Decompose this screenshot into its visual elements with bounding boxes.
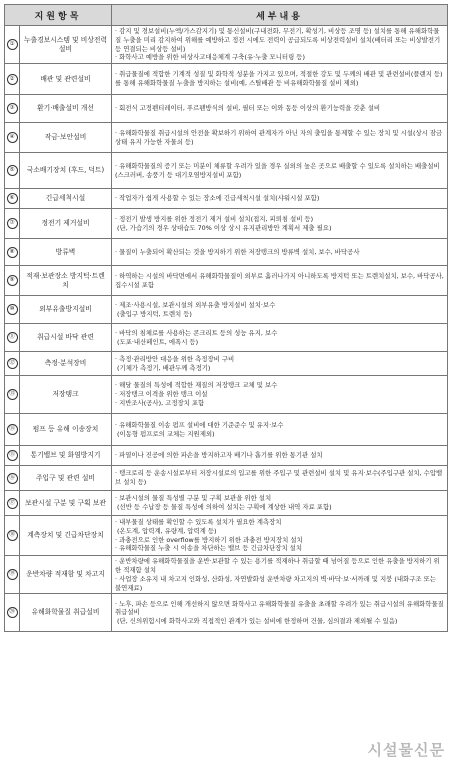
header-item: 지원항목 <box>5 5 112 26</box>
row-detail: · 내부물질 상태를 확인할 수 있도록 설치가 필요한 계측장치 (온도계, 압력계, 유량계, 압력계 등) · 과충전으로 인한 overflow를 방지하기 위한 과충전 방지장치 설치 · 유해화학물질 누출 시 이송을 차단하는 밸브 등 긴급차단장치 설치 <box>112 516 448 556</box>
row-number: ⑰ <box>7 498 18 509</box>
table-row <box>5 296 448 324</box>
row-item: 국소배기장치 (후드, 덕트) <box>20 153 112 189</box>
row-number: ⑦ <box>7 218 18 229</box>
row-number-cell <box>5 123 20 153</box>
support-items-table <box>4 4 448 632</box>
table-body <box>5 26 448 632</box>
table-row <box>5 414 448 446</box>
table-row <box>5 266 448 296</box>
table-row <box>5 64 448 95</box>
row-number-cell <box>5 594 20 632</box>
row-number: ⑬ <box>7 389 18 400</box>
row-item: 보관시설 구분 및 구획 보관 <box>20 491 112 516</box>
row-detail: · 유해화학물질의 증기 또는 미분이 체류할 우려가 있을 경우 실외의 높은 곳으로 배출할 수 있도록 설치하는 배출설비(스크러버, 송풍기 등 대기오염방지설비 포함) <box>112 153 448 189</box>
row-detail: · 회전식 고정펜티레이터, 푸르팬방식의 설비, 필터 또는 이와 동등 이상의 환기능력을 갖춘 설비 <box>112 95 448 123</box>
row-detail: · 해당 물질의 특성에 적합한 재질의 저장탱크 교체 및 보수 · 저장탱크 이격을 위한 탱크 이설 · 지반조사(공사), 고정장치 포함 <box>112 376 448 414</box>
row-number: ⑨ <box>7 275 18 286</box>
row-number: ⑯ <box>7 473 18 484</box>
row-detail: · 바닥의 침체로를 사용하는 콘크리트 등의 성능 유지, 보수 (도포·내산페인트, 에폭시 등) <box>112 324 448 352</box>
table-row <box>5 123 448 153</box>
row-number-cell <box>5 466 20 491</box>
table-row <box>5 189 448 209</box>
row-detail: · 감지 및 경보설비(누액/가스감지기) 및 통신설비(구내전화, 무전기, 확성기, 비상등 조명 등) 설치를 통해 유해화학물질 누출을 미리 감지하여 위해를 예방하고 정전 시에도 전력이 공급되도록 비상전력설비 설치(배터리 또는 비상발전기 등 연결되는 비상등 설비) · 화학사고 예방을 위한 비상사고대응체계 구축(유·누출 모니터링 등) <box>112 26 448 64</box>
row-number-cell <box>5 414 20 446</box>
table-row <box>5 594 448 632</box>
row-item: 적재·보관장소 방지턱·트렌치 <box>20 266 112 296</box>
row-number: ⑧ <box>7 247 18 258</box>
row-detail: · 하역하는 시설의 바닥면에서 유해화학물질이 외부로 흘러나가지 아니하도록 방지턱 또는 트렌치설치, 보수, 바닥공사, 집수시설 포함 <box>112 266 448 296</box>
row-number: ③ <box>7 103 18 114</box>
row-number: ⑳ <box>7 607 18 618</box>
row-number-cell <box>5 153 20 189</box>
row-item: 유해화학물질 취급설비 <box>20 594 112 632</box>
table-row <box>5 153 448 189</box>
row-number-cell <box>5 324 20 352</box>
row-number-cell <box>5 239 20 266</box>
support-items-table-container <box>4 4 447 632</box>
row-item: 계측장치 및 긴급차단장치 <box>20 516 112 556</box>
row-item: 정전기 제거설비 <box>20 209 112 239</box>
row-number: ⑫ <box>7 358 18 369</box>
row-item: 환기·배출설비 개선 <box>20 95 112 123</box>
table-header-row <box>5 5 448 26</box>
row-detail: · 정전기 발생 방지를 위한 정전기 제거 설비 설치(접지, 피뢰침 설비 등) (단, 가습기의 경우 상대습도 70% 이상 상시 유지관리방안 계획서 제출 필요) <box>112 209 448 239</box>
row-detail: · 유해화학물질 취급시설의 안전을 확보하기 위하여 관계자가 아닌 자의 출입을 통제할 수 있는 장치 및 시설(상시 잠금상태 유지 가능한 자물쇠 등) <box>112 123 448 153</box>
row-number: ⑪ <box>7 332 18 343</box>
table-row <box>5 26 448 64</box>
table-row <box>5 556 448 594</box>
row-item: 긴급세척시설 <box>20 189 112 209</box>
row-number-cell <box>5 352 20 376</box>
table-row <box>5 209 448 239</box>
watermark: 시설물신문 <box>367 741 445 759</box>
row-number-cell <box>5 556 20 594</box>
row-number: ⑤ <box>7 165 18 176</box>
row-item: 배관 및 관련설비 <box>20 64 112 95</box>
table-row <box>5 516 448 556</box>
row-item: 통기밸브 및 화염방지기 <box>20 446 112 466</box>
table-row <box>5 491 448 516</box>
row-detail: · 보관시설의 물질 특성별 구분 및 구획 보관을 위한 설치 (선반 등 수납장 등 물질 특성에 의하여 설치는 구획에 계상한 내역 자료 포함) <box>112 491 448 516</box>
row-number-cell <box>5 209 20 239</box>
row-item: 주입구 및 관련 설비 <box>20 466 112 491</box>
row-number-cell <box>5 296 20 324</box>
row-number-cell <box>5 516 20 556</box>
row-number-cell <box>5 189 20 209</box>
row-item: 저장탱크 <box>20 376 112 414</box>
row-detail: · 작업자가 쉽게 사용할 수 있는 장소에 긴급세척시설 설치(샤워시설 포함) <box>112 189 448 209</box>
row-detail: · 탱크로리 등 운송시설로부터 저장시설로의 입고를 위한 주입구 및 관련설비 설치 및 유지·보수(주입구관 설치, 수압밸브 설치 등) <box>112 466 448 491</box>
row-item: 운반차량 적재함 및 차고지 <box>20 556 112 594</box>
row-item: 취급시설 바닥 관련 <box>20 324 112 352</box>
row-number: ② <box>7 74 18 85</box>
row-number: ① <box>7 39 18 50</box>
row-number-cell <box>5 266 20 296</box>
row-item: 누출경보시스템 및 비상전력설비 <box>20 26 112 64</box>
row-item: 작금·보안설비 <box>20 123 112 153</box>
row-number-cell <box>5 446 20 466</box>
table-row <box>5 352 448 376</box>
row-number-cell <box>5 26 20 64</box>
table-row <box>5 376 448 414</box>
row-number: ⑱ <box>7 530 18 541</box>
table-row <box>5 446 448 466</box>
row-detail: · 운반차량에 유해화학물질을 운반·보관할 수 있는 용기를 적재하나 취급할 때 넘어질 등으로 인한 유출을 방지하기 위한 적재함 설치 · 사업장 소유지 내 차고지 인화성, 산화성, 자연발화성 운반차량 차고지의 벽·바닥·보·서까래 및 지붕 (내화구조 또는 불연재료) <box>112 556 448 594</box>
row-number: ⑮ <box>7 450 18 461</box>
row-number-cell <box>5 95 20 123</box>
table-row <box>5 324 448 352</box>
row-number: ⑥ <box>7 193 18 204</box>
row-number: ⑭ <box>7 424 18 435</box>
row-item: 펌프 등 유해 이송장치 <box>20 414 112 446</box>
row-number-cell <box>5 491 20 516</box>
row-detail: · 노후, 파손 등으로 인해 개선하지 않으면 화학사고 유해화학물질 유출을 초래할 우려가 있는 취급시설의 유해화학물질 취급설비 (단, 신의위험시에 화학사고와 직접적인 관계가 있는 설비에 한정하며 건물, 심의결과 제외될 수 있음) <box>112 594 448 632</box>
row-detail: · 측정·관리방안 대응을 위한 측정장비 구비 (기체가 측정기, 배관두께 측정기) <box>112 352 448 376</box>
row-item: 방류벽 <box>20 239 112 266</box>
row-detail: · 파열이나 진공에 의한 파손을 방지하고자 배기나 흡기를 위한 통기관 설치 <box>112 446 448 466</box>
table-row <box>5 239 448 266</box>
row-number: ④ <box>7 132 18 143</box>
header-detail: 세부내용 <box>112 5 448 26</box>
row-number: ⑲ <box>7 569 18 580</box>
row-detail: · 유해화학물질 이송 펌프 설비에 대한 기준준수 및 유지·보수 (이동형 펌프로의 교체는 지원제외) <box>112 414 448 446</box>
row-detail: · 물질이 누출되어 확산되는 것을 방지하기 위한 저장탱크의 방류벽 설치, 보수, 바닥공사 <box>112 239 448 266</box>
table-row <box>5 466 448 491</box>
row-number-cell <box>5 64 20 95</box>
table-row <box>5 95 448 123</box>
row-number: ⑩ <box>7 304 18 315</box>
row-detail: · 제조·사용시설, 보관시설의 외부유출 방지설비 설치·보수 (출입구 방지턱, 트렌치 등) <box>112 296 448 324</box>
row-item: 측정·분석장비 <box>20 352 112 376</box>
row-number-cell <box>5 376 20 414</box>
row-item: 외부유출방지설비 <box>20 296 112 324</box>
row-detail: · 취급물질에 적합한 기계적 성질 및 화학적 성분을 가지고 있으며, 적절한 강도 및 두께의 배관 및 관련설비(플랜지 등)를 통해 유해화학물질 누출을 방지하는 설비(예, 스틸배관 등 비유해화학물질 설비 제외) <box>112 64 448 95</box>
